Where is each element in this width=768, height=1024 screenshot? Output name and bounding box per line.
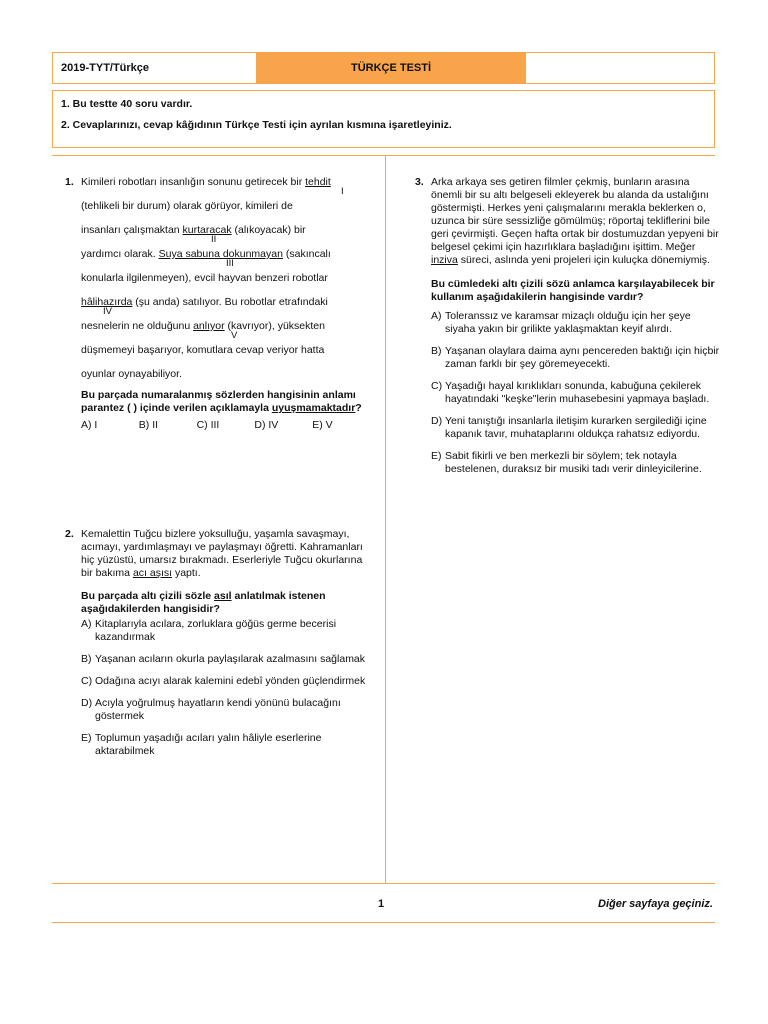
q1-line-3 — [81, 224, 370, 248]
option-b[interactable] — [431, 345, 720, 371]
option-letter: E) — [431, 450, 442, 462]
option-letter: B) — [431, 345, 442, 357]
option-letter: D) — [431, 415, 443, 427]
roman-mark: I — [341, 186, 344, 197]
question-text: Bu parçada numaralanmış sözlerden hangisinin anlamı parantez ( ) içinde verilen açıklamayla — [81, 389, 356, 414]
line-text: düşmemeyi başarıyor, komutlara cevap veriyor hatta — [81, 344, 325, 356]
q1-options — [81, 419, 370, 432]
passage-text: yaptı. — [172, 567, 201, 579]
q1-line-5 — [81, 272, 370, 296]
question-number: 3. — [415, 176, 424, 188]
option-a[interactable] — [431, 310, 720, 336]
option-letter: D) — [81, 697, 93, 709]
q1-line-4 — [81, 248, 370, 272]
option-d[interactable] — [81, 697, 370, 723]
q1-line-7 — [81, 320, 370, 344]
q1-question — [81, 389, 370, 415]
option-d[interactable]: D) IV — [254, 419, 279, 431]
footer-divider-top — [52, 883, 715, 884]
option-letter: B) — [81, 653, 92, 665]
roman-mark: IV — [103, 306, 112, 317]
passage-text: Arka arkaya ses getiren filmler çekmiş, bunların arasına önemli bir su altı belgeseli ekleyerek bu alanda da ustalığını göstermişti. Herkes yeni çalışmalarını merakla beklerken o, uzunca bir süre sessizliğe gömülmüş; röportaj tekliflerini bile geri çevirmişti. Geçen hafta ortak bir dostumuzdan yepyeni bir belgesel çekimi için hazırlıklara başladığını işittim. Meğer — [431, 176, 719, 253]
option-c[interactable] — [81, 675, 370, 688]
top-divider — [52, 155, 715, 156]
line-text: oyunlar oynayabiliyor. — [81, 368, 182, 380]
question-text: Bu parçada altı çizili sözle — [81, 590, 215, 602]
option-text: Odağına acıyı alarak kalemini edebî yönden güçlendirmek — [95, 675, 366, 687]
header-right-cell — [525, 52, 715, 84]
line-text: konularla ilgilenmeyen), evcil hayvan benzeri robotlar — [81, 272, 328, 284]
exam-label: 2019-TYT/Türkçe — [52, 52, 257, 84]
underlined-word: inziva — [431, 254, 458, 266]
option-text: Yaşadığı hayal kırıklıkları sonunda, kabuğuna çekilerek hayatındaki "keşke"lerin muhasebesini yapmaya başladı. — [445, 380, 710, 405]
instruction-1: 1. Bu testte 40 soru vardır. — [61, 98, 193, 110]
line-text: (alıkoyacak) bir — [231, 224, 306, 236]
line-text: (şu anda) satılıyor. Bu robotlar etrafındaki — [132, 296, 328, 308]
option-a[interactable]: A) I — [81, 419, 98, 431]
line-text: (sakıncalı — [282, 248, 331, 260]
roman-mark: III — [226, 258, 234, 269]
q3-passage — [431, 176, 720, 267]
option-e[interactable]: E) V — [312, 419, 333, 431]
option-e[interactable] — [81, 732, 370, 758]
option-text: Kitaplarıyla acılara, zorluklara göğüs germe becerisi kazandırmak — [95, 618, 337, 643]
passage-text: Kemalettin Tuğcu bizlere yoksulluğu, yaşamla savaşmayı, acımayı, yardımlaşmayı ve paylaşmayı öğretti. Kahramanları hiç yüzüstü, umarsız bırakmadı. Eserleriyle Tuğcu okurlarına bir bakıma — [81, 528, 363, 579]
option-text: Sabit fikirli ve ben merkezli bir söylem; tek notayla bestelenen, duraksız bir musiki tadı verir dinleyicilerine. — [445, 450, 702, 475]
option-letter: C) — [431, 380, 443, 392]
q1-line-2 — [81, 200, 370, 224]
option-b[interactable] — [81, 653, 370, 666]
question-number: 1. — [65, 176, 74, 188]
q2-question — [81, 590, 370, 616]
q1-line-9 — [81, 368, 370, 392]
line-text: nesnelerin ne olduğunu — [81, 320, 194, 332]
option-text: Acıyla yoğrulmuş hayatların kendi yönünü bulacağını göstermek — [95, 697, 341, 722]
column-divider — [385, 155, 386, 883]
test-title: TÜRKÇE TESTİ — [256, 52, 526, 84]
page-number: 1 — [378, 898, 385, 910]
underlined-word: tehdit — [305, 176, 331, 188]
question-2 — [65, 528, 370, 767]
underlined-word: asıl — [214, 590, 232, 602]
instructions-box — [52, 90, 715, 148]
option-text: Yeni tanıştığı insanlarla iletişim kurarken sergilediği içine kapanık tavır, muhataplarını oldukça rahatsız ediyordu. — [445, 415, 707, 440]
next-page-note: Diğer sayfaya geçiniz. — [598, 898, 713, 910]
question-text: ? — [355, 402, 362, 414]
option-e[interactable] — [431, 450, 720, 476]
underlined-word: kurtaracak — [182, 224, 232, 236]
instruction-2: 2. Cevaplarınızı, cevap kâğıdının Türkçe Testi için ayrılan kısmına işaretleyiniz. — [61, 119, 452, 131]
option-letter: E) — [81, 732, 92, 744]
roman-mark: V — [231, 330, 238, 341]
option-text: Toplumun yaşadığı acıları yalın hâliyle eserlerine aktarabilmek — [95, 732, 322, 757]
q1-line-8 — [81, 344, 370, 368]
roman-mark: II — [211, 234, 217, 245]
line-text: Kimileri robotları insanlığın sonunu getirecek bir — [81, 176, 306, 188]
underlined-word: acı aşısı — [132, 567, 173, 579]
line-text: yardımcı olarak. — [81, 248, 159, 260]
option-c[interactable]: C) III — [196, 419, 220, 431]
option-letter: C) — [81, 675, 93, 687]
question-3 — [415, 176, 720, 485]
underlined-word: uyuşmamaktadır — [271, 402, 356, 414]
option-text: Toleranssız ve karamsar mizaçlı olduğu için her şeye siyaha yakın bir grilikte yaklaşmaktan keyif alırdı. — [445, 310, 691, 335]
footer-divider-bottom — [52, 922, 715, 923]
option-text: Yaşanan olaylara daima aynı pencereden baktığı için hiçbir zaman farklı bir şey göremeyecekti. — [445, 345, 720, 370]
option-letter: A) — [431, 310, 442, 322]
line-text: insanları çalışmaktan — [81, 224, 183, 236]
q2-passage — [81, 528, 370, 580]
question-number: 2. — [65, 528, 74, 540]
underlined-word: anlıyor — [193, 320, 225, 332]
option-c[interactable] — [431, 380, 720, 406]
line-text: (kavrıyor), yüksekten — [224, 320, 325, 332]
q3-question: Bu cümledeki altı çizili sözü anlamca karşılayabilecek bir kullanım aşağıdakilerin hangisinde vardır? — [431, 278, 715, 303]
q1-line-6 — [81, 296, 370, 320]
question-1 — [65, 176, 370, 432]
question-text: anlatılmak istenen aşağıdakilerden hangisidir? — [81, 590, 326, 615]
passage-text: süreci, aslında yeni projeleri için kuluçka dönemiymiş. — [457, 254, 710, 266]
option-d[interactable] — [431, 415, 720, 441]
option-letter: A) — [81, 618, 92, 630]
q1-line-1 — [81, 176, 370, 200]
option-a[interactable] — [81, 618, 370, 644]
line-text: (tehlikeli bir durum) olarak görüyor, kimileri de — [81, 200, 293, 212]
underlined-word: hâlihazırda — [81, 296, 133, 308]
underlined-word: Suya sabuna dokunmayan — [158, 248, 283, 260]
header-bar — [52, 52, 715, 84]
option-text: Yaşanan acıların okurla paylaşılarak azalmasını sağlamak — [95, 653, 366, 665]
option-b[interactable]: B) II — [138, 419, 159, 431]
